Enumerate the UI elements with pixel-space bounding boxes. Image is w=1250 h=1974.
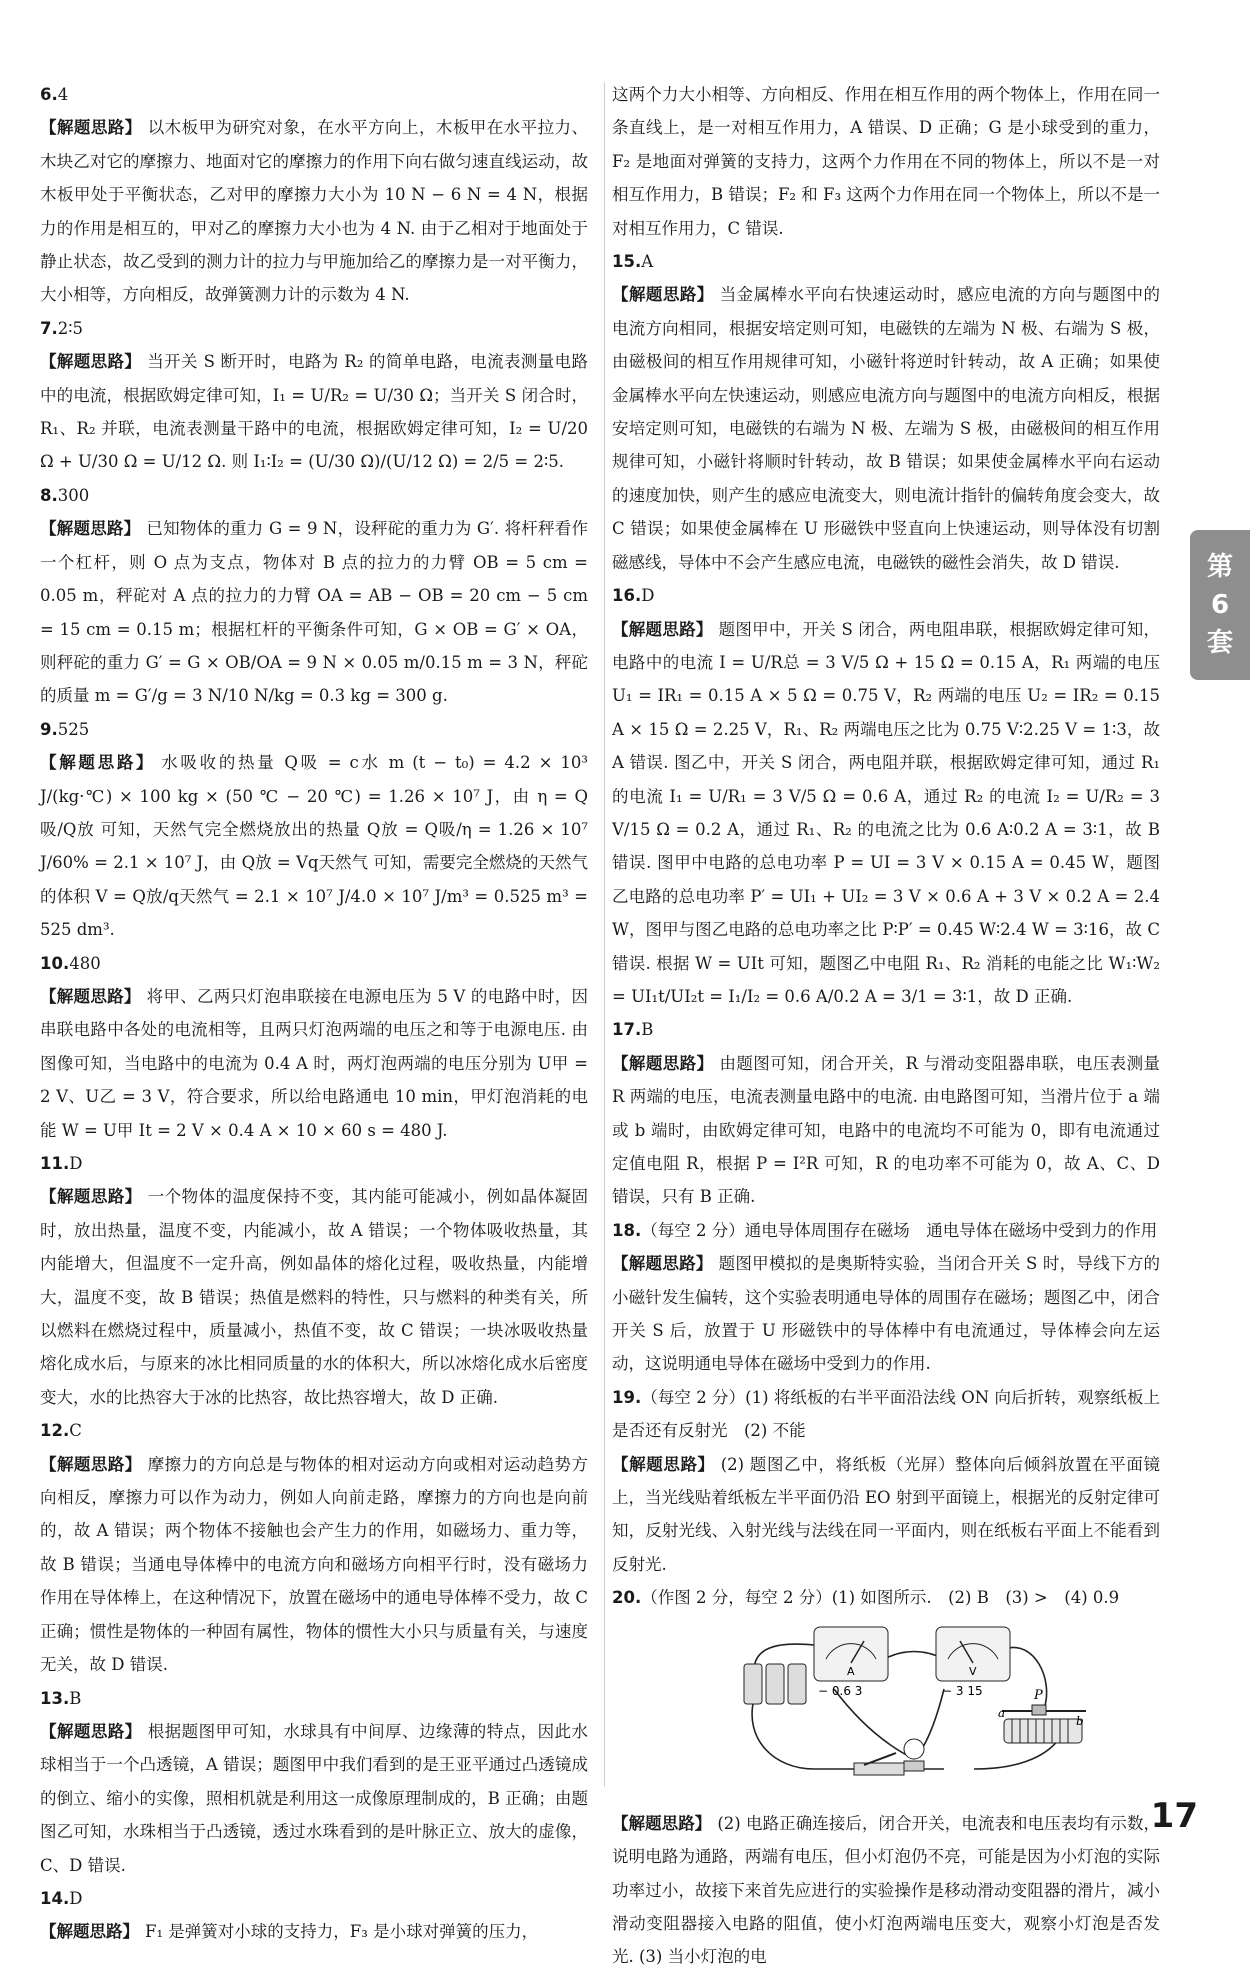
question-number: 17. [612,1020,642,1040]
question-number: 6. [40,85,58,104]
question-9 [40,713,588,947]
solution-text: 这两个力大小相等、方向相反、作用在相互作用的两个物体上，作用在同一条直线上，是一对相互作用力，A 错误、D 正确；G 是小球受到的重力，F₂ 是地面对弹簧的支持力，这两个力作用在不同的物体上，所以不是一对相互作用力，B 错误；F₂ 和 F₃ 这两个力作用在同一个物体上，所以不是一对相互作用力，C 错误. [612,85,1160,238]
solution-text: 水吸收的热量 Q吸 = c水 m (t − t₀) = 4.2 × 10³ J/(kg·℃) × 100 kg × (50 ℃ − 20 ℃) = 1.26 × 10⁷ J，由 η = Q吸/Q放 可知，天然气完全燃烧放出的热量 Q放 = Q吸/η = 1.26 × 10⁷ J/60% = 2.1 × 10⁷ J，由 Q放 = Vq天然气 可知，需要完全燃烧的天然气的体积 V = Q放/q天然气 = 2.1 × 10⁷ J/4.0 × 10⁷ J/m³ = 0.525 m³ = 525 dm³. [40,753,588,940]
question-14-continued [612,78,1160,245]
question-13 [40,1682,588,1882]
ammeter-scale: − 0.6 3 [818,1683,863,1698]
section-tab-char: 第 [1206,552,1233,582]
question-answer: D [641,586,655,606]
question-number: 16. [612,586,642,606]
end-a-label: a [998,1705,1006,1720]
question-number: 14. [40,1888,70,1908]
question-number: 12. [40,1421,70,1441]
question-17 [612,1013,1160,1213]
question-number: 19. [612,1387,642,1407]
question-11 [40,1147,588,1414]
solution-tag: 【解题思路】 [612,1254,713,1274]
question-number: 18. [612,1220,642,1240]
solution-tag: 【解题思路】 [612,1813,712,1833]
question-number: 10. [40,953,70,973]
section-tab-char: 6 [1210,590,1230,620]
solution-text: 摩擦力的方向总是与物体的相对运动方向或相对运动趋势方向相反，摩擦力可以作为动力，例如人向前走路，摩擦力的方向也是向前的，故 A 错误；两个物体不接触也会产生力的作用，如磁场力、重力等，故 B 错误；当通电导体棒中的电流方向和磁场方向相平行时，没有磁场力作用在导体棒上，在这种情况下，放置在磁场中的通电导体棒不受力，故 C 正确；惯性是物体的一种固有属性，物体的惯性大小只与质量有关，与速度无关，故 D 错误. [40,1454,589,1675]
question-7 [40,312,588,479]
page-number: 17 [1150,1796,1198,1836]
solution-tag: 【解题思路】 [612,1454,715,1474]
question-answer: （作图 2 分，每空 2 分）(1) 如图所示. (2) B (3) > (4) 0.9 [641,1588,1120,1608]
solution-text: 当金属棒水平向右快速运动时，感应电流的方向与题图中的电流方向相同，根据安培定则可知，电磁铁的左端为 N 极、右端为 S 极，由磁极间的相互作用规律可知，小磁针将逆时针转动，故 A 正确；如果使金属棒水平向左快速运动，则感应电流方向与题图中的电流方向相反，根据安培定则可知，电磁铁的右端为 N 极、左端为 S 极，由磁极间的相互作用规律可知，小磁针将顺时针转动，故 B 错误；如果使金属棒水平向右运动的速度加快，则产生的感应电流变大，则电流计指针的偏转角度会变大，故 C 错误；如果使金属棒在 U 形磁铁中竖直向上快速运动，则导体没有切割磁感线，导体中不会产生感应电流，电磁铁的磁性会消失，故 D 错误. [612,285,1161,572]
ammeter-label: A [847,1664,855,1678]
question-6 [40,78,588,312]
column-divider [604,82,605,1787]
slider-label: P [1034,1687,1043,1703]
question-14 [40,1882,588,1949]
bulb [904,1739,924,1771]
question-8 [40,479,588,713]
solution-text: 一个物体的温度保持不变，其内能可能减小，例如晶体凝固时，放出热量，温度不变，内能减小，故 A 错误；一个物体吸收热量，其内能增大，但温度不一定升高，例如晶体的熔化过程，吸收热量，内能增大，温度不变，故 B 错误；热值是燃料的特性，只与燃料的种类有关，所以燃料在燃烧过程中，质量减小，热值不变，故 C 错误；一块冰吸收热量熔化成水后，与原来的冰比相同质量的水的体积大，所以冰熔化成水后密度变大，水的比热容大于冰的比热容，故比热容增大，故 D 正确. [40,1187,589,1407]
question-answer: 2∶5 [57,318,84,338]
question-answer: D [69,1888,83,1908]
question-number: 7. [40,318,58,338]
solution-tag: 【解题思路】 [40,118,142,138]
ammeter [814,1627,888,1698]
solution-tag: 【解题思路】 [40,1454,142,1474]
solution-text: 将甲、乙两只灯泡串联接在电源电压为 5 V 的电路中时，因串联电路中各处的电流相等，且两只灯泡两端的电压之和等于电源电压. 由图像可知，当电路中的电流为 0.4 A 时，两灯泡两端的电压分别为 U甲 = 2 V、U乙 = 3 V，符合要求，所以给电路通电 10 min，甲灯泡消耗的电能 W = U甲 It = 2 V × 0.4 A × 10 × 60 s = 480 J. [40,986,589,1140]
section-tab [1190,530,1250,680]
solution-text: 以木板甲为研究对象，在水平方向上，木板甲在水平拉力、木块乙对它的摩擦力、地面对它的摩擦力的作用下向右做匀速直线运动，故木板甲处于平衡状态，乙对甲的摩擦力大小为 10 N − 6 N = 4 N，根据力的作用是相互的，甲对乙的摩擦力大小也为 4 N. 由于乙相对于地面处于静止状态，故乙受到的测力计的拉力与甲施加给乙的摩擦力是一对平衡力，大小相等，方向相反，故弹簧测力计的示数为 4 N. [40,118,589,305]
question-answer: 480 [69,953,101,973]
solution-tag: 【解题思路】 [40,519,141,539]
solution-tag: 【解题思路】 [40,352,142,372]
solution-tag: 【解题思路】 [40,986,141,1006]
question-number: 15. [612,252,642,272]
solution-tag: 【解题思路】 [612,619,713,639]
question-answer: B [641,1020,654,1040]
question-15 [612,245,1160,579]
question-20 [612,1581,1160,1614]
question-20-solution [612,1807,1160,1974]
solution-text: 由题图可知，闭合开关，R 与滑动变阻器串联，电压表测量 R 两端的电压，电流表测量电路中的电流. 由电路图可知，当滑片位于 a 端或 b 端时，由欧姆定律可知，电路中的电流均不可能为 0，即有电流通过定值电阻 R，根据 P = I²R 可知，R 的电功率不可能为 0，故 A、C、D 错误，只有 B 正确. [612,1053,1160,1207]
question-answer: 525 [57,719,90,739]
section-tab-char: 套 [1206,628,1233,658]
solution-text: (2) 题图乙中，将纸板（光屏）整体向后倾斜放置在平面镜上，当光线贴着纸板左半平面仍沿 EO 射到平面镜上，根据光的反射定律可知，反射光线、入射光线与法线在同一平面内，则在纸板右平面上不能看到反射光. [612,1454,1161,1574]
voltmeter [936,1627,1010,1698]
solution-tag: 【解题思路】 [612,1053,714,1073]
question-answer: （每空 2 分）通电导体周围存在磁场 通电导体在磁场中受到力的作用 [641,1220,1158,1240]
question-10 [40,947,588,1147]
question-number: 8. [40,485,58,505]
end-b-label: b [1076,1713,1084,1728]
question-number: 13. [40,1688,70,1708]
battery-pack [744,1664,806,1704]
question-18 [612,1214,1160,1381]
question-number: 20. [612,1588,642,1608]
question-answer: D [69,1154,83,1173]
solution-text: 题图甲中，开关 S 闭合，两电阻串联，根据欧姆定律可知，电路中的电流 I = U/R总 = 3 V/5 Ω + 15 Ω = 0.15 A，R₁ 两端的电压 U₁ = IR₁ = 0.15 A × 5 Ω = 0.75 V，R₂ 两端的电压 U₂ = IR₂ = 0.15 A × 15 Ω = 2.25 V，R₁、R₂ 两端电压之比为 0.75 V∶2.25 V = 1∶3，故 A 错误. 图乙中，开关 S 闭合，两电阻并联，根据欧姆定律可知，通过 R₁ 的电流 I₁ = U/R₁ = 3 V/5 Ω = 0.6 A，通过 R₂ 的电流 I₂ = U/R₂ = 3 V/15 Ω = 0.2 A，通过 R₁、R₂ 的电流之比为 0.6 A∶0.2 A = 3∶1，故 B 错误. 图甲中电路的总电功率 P = UI = 3 V × 0.15 A = 0.45 W，题图乙电路的总电功率 P′ = UI₁ + UI₂ = 3 V × 0.6 A + 3 V × 0.2 A = 2.4 W，图甲与图乙电路的总电功率之比 P∶P′ = 0.45 W∶2.4 W = 3∶16，故 C 错误. 根据 W = UIt 可知，题图乙中电阻 R₁、R₂ 消耗的电能之比 W₁∶W₂ = UI₁t/UI₂t = I₁/I₂ = 0.6 A/0.2 A = 3/1 = 3∶1，故 D 正确. [612,619,1161,1006]
solution-tag: 【解题思路】 [40,1187,142,1207]
question-number: 11. [40,1154,70,1173]
solution-text: 当开关 S 断开时，电路为 R₂ 的简单电路，电流表测量电路中的电流，根据欧姆定律可知，I₁ = U/R₂ = U/30 Ω；当开关 S 闭合时，R₁、R₂ 并联，电流表测量干路中的电流，根据欧姆定律可知，I₂ = U/20 Ω + U/30 Ω = U/12 Ω. 则 I₁∶I₂ = (U/30 Ω)/(U/12 Ω) = 2/5 = 2∶5. [40,352,589,472]
question-answer: 300 [57,485,90,505]
solution-tag: 【解题思路】 [40,1721,142,1741]
question-answer: 4 [57,85,69,104]
right-column [612,78,1160,1974]
question-answer: A [641,252,654,272]
rheostat [998,1688,1086,1743]
solution-tag: 【解题思路】 [40,753,156,773]
solution-tag: 【解题思路】 [40,1922,139,1942]
question-answer: B [69,1688,82,1708]
question-answer: C [69,1421,82,1441]
solution-text: 已知物体的重力 G = 9 N，设秤砣的重力为 G′. 将杆秤看作一个杠杆，则 O 点为支点，物体对 B 点的拉力的力臂 OB = 5 cm = 0.05 m，秤砣对 A 点的拉力的力臂 OA = AB − OB = 20 cm − 5 cm = 15 cm = 0.15 m；根据杠杆的平衡条件可知，G × OB = G′ × OA，则秤砣的重力 G′ = G × OB/OA = 9 N × 0.05 m/0.15 m = 3 N，秤砣的质量 m = G′/g = 3 N/10 N/kg = 0.3 kg = 300 g. [40,519,588,706]
solution-text: 题图甲模拟的是奥斯特实验，当闭合开关 S 时，导线下方的小磁针发生偏转，这个实验表明通电导体的周围存在磁场；题图乙中，闭合开关 S 后，放置于 U 形磁铁中的导体棒中有电流通过，导体棒会向左运动，这说明通电导体在磁场中受到力的作用. [612,1254,1161,1374]
voltmeter-scale: − 3 15 [942,1683,983,1698]
circuit-diagram [714,1619,1094,1801]
question-number: 9. [40,719,58,739]
question-12 [40,1414,588,1681]
solution-tag: 【解题思路】 [612,285,714,305]
question-answer: （每空 2 分）(1) 将纸板的右半平面沿法线 ON 向后折转，观察纸板上是否还有反射光 (2) 不能 [612,1387,1160,1441]
question-19 [612,1381,1160,1581]
switch [854,1753,904,1775]
left-column [40,78,588,1949]
solution-text: F₁ 是弹簧对小球的支持力，F₃ 是小球对弹簧的压力， [145,1922,539,1942]
question-16 [612,579,1160,1013]
solution-text: 根据题图甲可知，水球具有中间厚、边缘薄的特点，因此水球相当于一个凸透镜，A 错误；题图甲中我们看到的是王亚平通过凸透镜成的倒立、缩小的实像，照相机就是利用这一成像原理制成的，B 正确；由题图乙可知，水珠相当于凸透镜，透过水珠看到的是叶脉正立、放大的虚像，C、D 错误. [40,1721,589,1875]
voltmeter-label: V [969,1664,977,1678]
solution-text: (2) 电路正确连接后，闭合开关，电流表和电压表均有示数，说明电路为通路，两端有电压，但小灯泡仍不亮，可能是因为小灯泡的实际功率过小，故接下来首先应进行的实验操作是移动滑动变阻器的滑片，减小滑动变阻器接入电路的阻值，使小灯泡两端电压变大，观察小灯泡是否发光. (3) 当小灯泡的电 [612,1813,1161,1967]
